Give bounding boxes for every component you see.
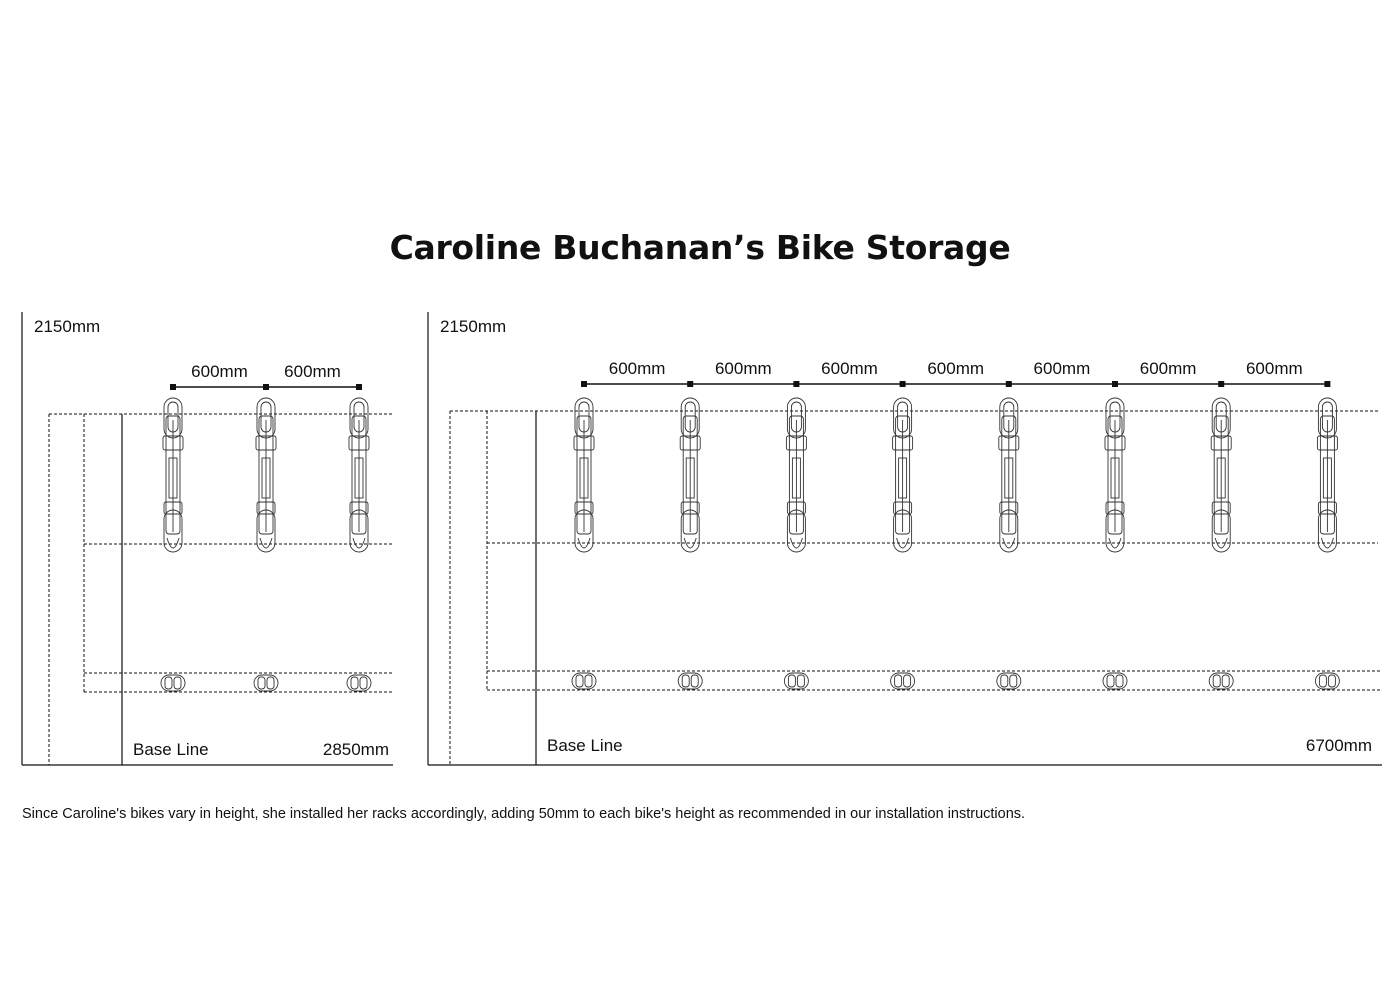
height-label: 2150mm: [440, 317, 507, 336]
floor-wheel-stand: [891, 673, 915, 689]
spacing-label: 600mm: [714, 359, 772, 378]
panel-large-wall: [428, 312, 1382, 765]
bike-on-rack: [349, 398, 369, 552]
bike-on-rack: [1211, 398, 1231, 552]
spacing-dimensions: [170, 362, 362, 390]
spacing-label: 600mm: [821, 359, 878, 378]
floor-wheel-stand: [1315, 673, 1339, 689]
baseline-label: Base Line: [547, 736, 623, 755]
panel-small-wall: [22, 312, 393, 765]
dimension-marker: [1006, 381, 1012, 387]
bike-on-rack: [680, 398, 700, 552]
floor-wheel-stand: [997, 673, 1021, 689]
dimension-marker: [793, 381, 799, 387]
spacing-label: 600mm: [1033, 359, 1091, 378]
dimension-marker: [263, 384, 269, 390]
dimension-marker: [687, 381, 693, 387]
spacing-dimensions: [581, 359, 1330, 387]
bike-on-rack: [1317, 398, 1337, 552]
width-label: 2850mm: [322, 740, 389, 759]
bike-on-rack: [893, 398, 913, 552]
baseline-label: Base Line: [133, 740, 209, 759]
floor-wheel-stand: [1209, 673, 1233, 689]
spacing-label: 600mm: [1139, 359, 1197, 378]
spacing-label: 600mm: [284, 362, 341, 381]
floor-wheel-stand: [347, 675, 371, 691]
dimension-marker: [356, 384, 362, 390]
floor-wheel-stand: [161, 675, 185, 691]
bike-on-rack: [999, 398, 1019, 552]
dimension-marker: [581, 381, 587, 387]
bike-on-rack: [786, 398, 806, 552]
width-label: 6700mm: [1305, 736, 1372, 755]
floor-wheel-stand: [254, 675, 278, 691]
dimension-marker: [1324, 381, 1330, 387]
page-title: Caroline Buchanan’s Bike Storage: [389, 228, 1011, 267]
bike-on-rack: [163, 398, 183, 552]
spacing-label: 600mm: [608, 359, 666, 378]
floor-wheel-stand: [784, 673, 808, 689]
caption: Since Caroline's bikes vary in height, she installed her racks accordingly, adding 50mm to each bike's height as recommended in our installation instructions.: [22, 806, 1026, 822]
dimension-marker: [900, 381, 906, 387]
dimension-marker: [1218, 381, 1224, 387]
bike-on-rack: [574, 398, 594, 552]
bike-on-rack: [256, 398, 276, 552]
spacing-label: 600mm: [191, 362, 248, 381]
floor-wheel-stand: [1103, 673, 1127, 689]
floor-wheel-stand: [572, 673, 596, 689]
dimension-marker: [170, 384, 176, 390]
spacing-label: 600mm: [927, 359, 985, 378]
floor-wheel-stand: [678, 673, 702, 689]
bike-on-rack: [1105, 398, 1125, 552]
spacing-label: 600mm: [1245, 359, 1303, 378]
dimension-marker: [1112, 381, 1118, 387]
height-label: 2150mm: [34, 317, 101, 336]
